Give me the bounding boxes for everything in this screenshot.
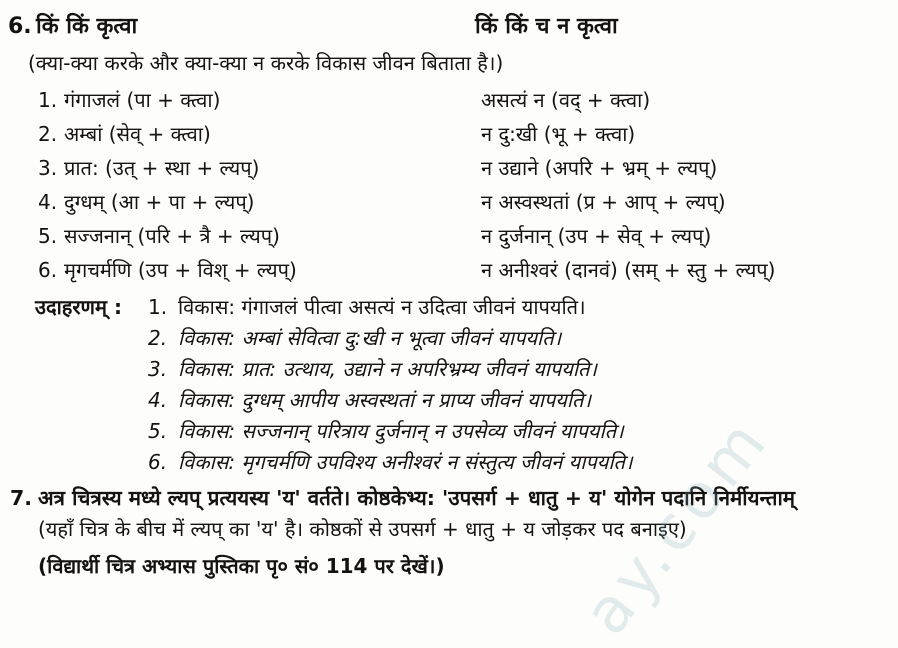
row-right-text: असत्यं न (वद् + क्त्वा) bbox=[481, 88, 651, 112]
example-number: 6. bbox=[148, 450, 168, 474]
row-left-text: मृगचर्मणि (उप + विश् + ल्यप्) bbox=[64, 258, 297, 282]
row-right-text: न उद्याने (अपरि + भ्रम् + ल्यप्) bbox=[481, 156, 718, 180]
example-row bbox=[8, 416, 888, 447]
example-text: विकास: मृगचर्मणि उपविश्य अनीश्वरं न संस्तुत्य जीवनं यापयति। bbox=[178, 450, 633, 474]
example-row bbox=[8, 354, 888, 385]
watermark-text: ay.com bbox=[569, 402, 783, 648]
section7-hindi-line: (यहाँ चित्र के बीच में ल्यप् का 'य' है। कोष्ठकों से उपसर्ग + धातु + य जोड़कर पद बनाइए) bbox=[38, 517, 687, 541]
section7-block bbox=[8, 483, 888, 582]
pair-row bbox=[38, 152, 888, 186]
section6-heading-row bbox=[8, 10, 888, 46]
row-right-text: न दुर्जनान् (उप + सेव् + ल्यप्) bbox=[481, 224, 712, 248]
example-row bbox=[8, 323, 888, 354]
example-number: 2. bbox=[148, 326, 168, 350]
row-right-text: न अनीश्वरं (दानवं) (सम् + स्तु + ल्यप्) bbox=[481, 258, 776, 282]
pair-row bbox=[38, 254, 888, 288]
section7-heading-line bbox=[8, 483, 888, 514]
example-row bbox=[8, 292, 888, 323]
section7-note-line: (विद्यार्थी चित्र अभ्यास पुस्तिका पृ० सं० 114 पर देखें।) bbox=[38, 554, 445, 578]
row-right-text: न दु:खी (भू + क्त्वा) bbox=[481, 122, 636, 146]
section7-line1-text: अत्र चित्रस्य मध्ये ल्यप् प्रत्ययस्य 'य' वर्तते। कोष्ठकेभ्य: 'उपसर्ग + धातु + य' योगेन पदानि निर्मीयन्ताम् bbox=[38, 486, 796, 510]
row-left-text: अम्बां (सेव् + क्त्वा) bbox=[64, 122, 211, 146]
section6-right-heading: किं किं च न कृत्वा bbox=[475, 14, 618, 39]
section6-number: 6. bbox=[8, 14, 32, 39]
section6-subtitle: (क्या-क्या करके और क्या-क्या न करके विकास जीवन बिताता है।) bbox=[28, 51, 504, 75]
examples-label: उदाहरणम् : bbox=[35, 295, 122, 319]
example-text: विकास: सज्जनान् परित्राय दुर्जनान् न उपसेव्य जीवनं यापयति। bbox=[178, 419, 624, 443]
section6-left-heading: किं किं कृत्वा bbox=[36, 14, 138, 39]
example-number: 4. bbox=[148, 388, 168, 412]
row-number: 2. bbox=[38, 122, 58, 146]
example-text: विकास: दुग्धम् आपीय अस्वस्थतां न प्राप्य जीवनं यापयति। bbox=[178, 388, 592, 412]
example-row bbox=[8, 447, 888, 478]
row-number: 1. bbox=[38, 88, 58, 112]
example-text: विकास: प्रात: उत्थाय, उद्याने न अपरिभ्रम्य जीवनं यापयति। bbox=[178, 357, 597, 381]
examples-block bbox=[8, 292, 888, 478]
example-number: 3. bbox=[148, 357, 168, 381]
section6-pair-list bbox=[8, 84, 888, 288]
example-number: 1. bbox=[148, 295, 168, 319]
row-left-text: प्रात: (उत् + स्था + ल्यप्) bbox=[64, 156, 260, 180]
row-number: 6. bbox=[38, 258, 58, 282]
section7-number: 7. bbox=[10, 486, 33, 510]
row-number: 3. bbox=[38, 156, 58, 180]
example-number: 5. bbox=[148, 419, 168, 443]
example-row bbox=[8, 385, 888, 416]
pair-row bbox=[38, 186, 888, 220]
row-number: 4. bbox=[38, 190, 58, 214]
example-text: विकास: अम्बां सेवित्वा दु:खी न भूत्वा जीवनं यापयति। bbox=[178, 326, 562, 350]
row-right-text: न अस्वस्थतां (प्र + आप् + ल्यप्) bbox=[481, 190, 726, 214]
row-left-text: दुग्धम् (आ + पा + ल्यप्) bbox=[64, 190, 255, 214]
example-text: विकास: गंगाजलं पीत्वा असत्यं न उदित्वा जीवनं यापयति। bbox=[178, 295, 586, 319]
pair-row bbox=[38, 84, 888, 118]
pair-row bbox=[38, 118, 888, 152]
row-left-text: गंगाजलं (पा + क्त्वा) bbox=[64, 88, 221, 112]
pair-row bbox=[38, 220, 888, 254]
row-left-text: सज्जनान् (परि + त्रै + ल्यप्) bbox=[64, 224, 280, 248]
row-number: 5. bbox=[38, 224, 58, 248]
